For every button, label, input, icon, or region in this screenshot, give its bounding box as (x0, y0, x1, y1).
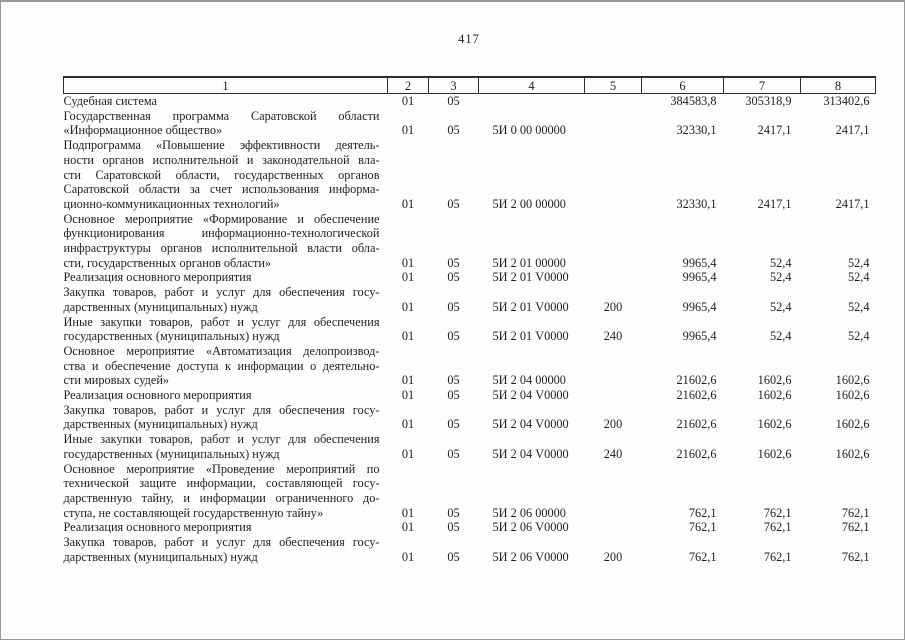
cell-name (64, 344, 388, 388)
cell-name (64, 403, 388, 432)
cell-razdel: 01 (401, 270, 415, 285)
cell-razdel: 01 (401, 255, 415, 270)
table-row (64, 285, 876, 314)
cell-target-article-code: 5И 2 04 V0000 (492, 388, 569, 403)
cell-podrazdel: 05 (447, 94, 460, 108)
cell-amount-year1: 52,4 (769, 299, 792, 314)
label-line: Реализация основного мероприятия (63, 520, 252, 535)
page-number: 417 (458, 32, 480, 46)
label-line: Закупка товаров, работ и услуг для обеспечения госу- (63, 535, 380, 550)
cell-podrazdel: 05 (447, 123, 460, 138)
cell-target-article-code: 5И 2 01 V0000 (492, 329, 569, 344)
cell-amount-year2: 52,4 (847, 299, 870, 314)
label-line: ступа, не составляющей государственную тайну» (63, 505, 324, 520)
cell-amount-year2: 2417,1 (835, 196, 870, 211)
table-row (64, 109, 876, 138)
label-line: сти, государственных органов области» (63, 255, 272, 270)
cell-razdel: 01 (401, 417, 415, 432)
cell-podrazdel: 05 (447, 373, 460, 388)
cell-name (64, 138, 388, 212)
cell-razdel: 01 (401, 388, 415, 403)
table-row (64, 344, 876, 388)
cell-podrazdel: 05 (447, 388, 460, 403)
cell-razdel: 01 (401, 505, 415, 520)
label-line: «Информационное общество» (63, 123, 223, 138)
cell-amount-year2: 762,1 (841, 549, 870, 564)
cell-amount-year1: 1602,6 (757, 446, 792, 461)
header-cell: 5 (585, 77, 642, 94)
cell-amount-year1: 1602,6 (757, 373, 792, 388)
cell-podrazdel: 05 (447, 417, 460, 432)
cell-amount-year1: 762,1 (763, 505, 792, 520)
cell-expense-type (585, 212, 642, 271)
cell-name (64, 285, 388, 314)
cell-target-article-code: 5И 2 04 V0000 (492, 417, 569, 432)
label-line: Иные закупки товаров, работ и услуг для обеспечения (63, 432, 380, 447)
cell-amount-total: 762,1 (688, 505, 717, 520)
cell-name (64, 432, 388, 461)
cell-amount-year2: 762,1 (841, 505, 870, 520)
cell-name (64, 315, 388, 344)
cell-amount-total: 32330,1 (676, 123, 717, 138)
cell-amount-year2: 2417,1 (835, 123, 870, 138)
cell-amount-total: 9965,4 (682, 255, 717, 270)
cell-name (64, 462, 388, 521)
cell-podrazdel: 05 (447, 505, 460, 520)
cell-target-article-code: 5И 2 00 00000 (492, 196, 566, 211)
cell-expense-type (585, 520, 642, 535)
label-line: ства и обеспечение доступа к информации о деятельно- (63, 358, 380, 373)
table-row (64, 212, 876, 271)
cell-razdel: 01 (401, 446, 415, 461)
header-cell: 2 (388, 77, 429, 94)
cell-name (64, 535, 388, 564)
table-header (64, 77, 876, 94)
cell-amount-year2: 1602,6 (835, 417, 870, 432)
cell-expense-type (585, 344, 642, 388)
label-line: ности органов исполнительной и законодательной вла- (63, 152, 380, 167)
cell-amount-year1: 1602,6 (757, 417, 792, 432)
table-row (64, 138, 876, 212)
label-line: Закупка товаров, работ и услуг для обеспечения госу- (63, 402, 380, 417)
header-cell: 3 (429, 77, 479, 94)
cell-amount-total: 21602,6 (676, 388, 717, 403)
cell-amount-total: 384583,8 (670, 94, 717, 108)
label-line: Иные закупки товаров, работ и услуг для обеспечения (63, 314, 380, 329)
cell-amount-total: 21602,6 (676, 373, 717, 388)
cell-amount-year1: 762,1 (763, 520, 792, 535)
label-line: дарственных (муниципальных) нужд (63, 549, 258, 564)
header-cell: 7 (724, 77, 801, 94)
label-line: Государственная программа Саратовской области (63, 108, 380, 123)
table-row (64, 432, 876, 461)
table-row (64, 403, 876, 432)
cell-name (64, 388, 388, 403)
cell-amount-year1: 1602,6 (757, 388, 792, 403)
cell-razdel: 01 (401, 329, 415, 344)
cell-amount-total: 32330,1 (676, 196, 717, 211)
cell-target-article-code: 5И 2 01 V0000 (492, 299, 569, 314)
label-line: инфраструктуры органов исполнительной власти обла- (63, 241, 380, 256)
cell-expense-type: 200 (603, 417, 623, 432)
cell-razdel: 01 (401, 373, 415, 388)
cell-razdel: 01 (401, 123, 415, 138)
budget-table (63, 76, 876, 565)
label-line: сти мировых судей» (63, 373, 170, 388)
label-line: технической защите информации, составляющей госу- (63, 476, 380, 491)
label-line: Подпрограмма «Повышение эффективности деятель- (63, 138, 380, 153)
table-row (64, 315, 876, 344)
label-line: сти Саратовской области, государственных органов (63, 167, 380, 182)
label-line: Судебная система (63, 94, 157, 108)
cell-razdel: 01 (401, 299, 415, 314)
cell-target-article-code: 5И 2 01 V0000 (492, 270, 569, 285)
label-line: дарственных (муниципальных) нужд (63, 299, 258, 314)
cell-podrazdel: 05 (447, 255, 460, 270)
cell-podrazdel: 05 (447, 196, 460, 211)
header-cell: 1 (64, 77, 388, 94)
label-line: Основное мероприятие «Формирование и обеспечение (63, 211, 380, 226)
cell-name (64, 94, 388, 109)
cell-amount-year2: 52,4 (847, 270, 870, 285)
cell-razdel: 01 (401, 549, 415, 564)
header-cell: 4 (479, 77, 585, 94)
cell-amount-year2: 1602,6 (835, 388, 870, 403)
cell-podrazdel: 05 (447, 270, 460, 285)
cell-podrazdel: 05 (447, 446, 460, 461)
cell-razdel: 01 (401, 94, 415, 108)
cell-amount-year1: 52,4 (769, 329, 792, 344)
label-line: Реализация основного мероприятия (63, 270, 252, 285)
label-line: Реализация основного мероприятия (63, 388, 252, 403)
table-row (64, 520, 876, 535)
cell-expense-type (585, 109, 642, 138)
cell-amount-year1: 52,4 (769, 255, 792, 270)
cell-target-article-code: 5И 2 06 V0000 (492, 520, 569, 535)
label-line: Саратовской области за счет использования информа- (63, 182, 380, 197)
cell-podrazdel: 05 (447, 329, 460, 344)
cell-amount-year2: 52,4 (847, 329, 870, 344)
table-body (64, 94, 876, 565)
cell-podrazdel: 05 (447, 299, 460, 314)
cell-amount-year1: 2417,1 (757, 123, 792, 138)
cell-expense-type: 240 (603, 329, 623, 344)
label-line: Основное мероприятие «Проведение мероприятий по (63, 461, 380, 476)
cell-name (64, 520, 388, 535)
label-line: дарственных (муниципальных) нужд (63, 417, 258, 432)
cell-podrazdel: 05 (447, 549, 460, 564)
cell-podrazdel: 05 (447, 520, 460, 535)
cell-expense-type (585, 94, 642, 109)
table-row (64, 388, 876, 403)
label-line: Основное мероприятие «Автоматизация делопроизвод- (63, 343, 380, 358)
table-row (64, 462, 876, 521)
cell-target-article-code: 5И 2 06 00000 (492, 505, 566, 520)
cell-amount-total: 21602,6 (676, 446, 717, 461)
cell-name (64, 270, 388, 285)
table-row (64, 270, 876, 285)
cell-amount-total: 762,1 (688, 549, 717, 564)
header-cell: 6 (642, 77, 724, 94)
cell-amount-total: 21602,6 (676, 417, 717, 432)
cell-amount-total: 9965,4 (682, 270, 717, 285)
cell-amount-year2: 762,1 (841, 520, 870, 535)
table-row (64, 535, 876, 564)
cell-amount-year1: 305318,9 (745, 94, 792, 108)
cell-expense-type: 200 (603, 549, 623, 564)
cell-amount-year2: 52,4 (847, 255, 870, 270)
label-line: функционирования информационно-технологической (63, 226, 380, 241)
cell-amount-year2: 1602,6 (835, 373, 870, 388)
cell-amount-total: 762,1 (688, 520, 717, 535)
cell-name (64, 212, 388, 271)
cell-target-article-code: 5И 0 00 00000 (492, 123, 566, 138)
cell-expense-type (585, 138, 642, 212)
cell-target-article-code: 5И 2 04 00000 (492, 373, 566, 388)
cell-expense-type (585, 388, 642, 403)
label-line: дарственную тайну, и информации ограниченного до- (63, 490, 380, 505)
cell-target-article-code: 5И 2 06 V0000 (492, 549, 569, 564)
cell-target-article-code: 5И 2 04 V0000 (492, 446, 569, 461)
cell-razdel: 01 (401, 520, 415, 535)
label-line: государственных (муниципальных) нужд (63, 329, 280, 344)
cell-amount-total: 9965,4 (682, 299, 717, 314)
cell-amount-year1: 2417,1 (757, 196, 792, 211)
cell-expense-type: 240 (603, 446, 623, 461)
cell-expense-type (585, 270, 642, 285)
header-row (64, 77, 876, 94)
cell-amount-year2: 1602,6 (835, 446, 870, 461)
label-line: Закупка товаров, работ и услуг для обеспечения госу- (63, 285, 380, 300)
cell-target-article-code (479, 94, 585, 109)
cell-amount-year1: 52,4 (769, 270, 792, 285)
table-row (64, 94, 876, 109)
header-cell: 8 (801, 77, 876, 94)
label-line: ционно-коммуникационных технологий» (63, 196, 280, 211)
cell-amount-year2: 313402,6 (823, 94, 870, 108)
cell-name (64, 109, 388, 138)
cell-amount-total: 9965,4 (682, 329, 717, 344)
cell-expense-type: 200 (603, 299, 623, 314)
cell-amount-year1: 762,1 (763, 549, 792, 564)
cell-target-article-code: 5И 2 01 00000 (492, 255, 566, 270)
cell-expense-type (585, 462, 642, 521)
label-line: государственных (муниципальных) нужд (63, 446, 280, 461)
cell-razdel: 01 (401, 196, 415, 211)
